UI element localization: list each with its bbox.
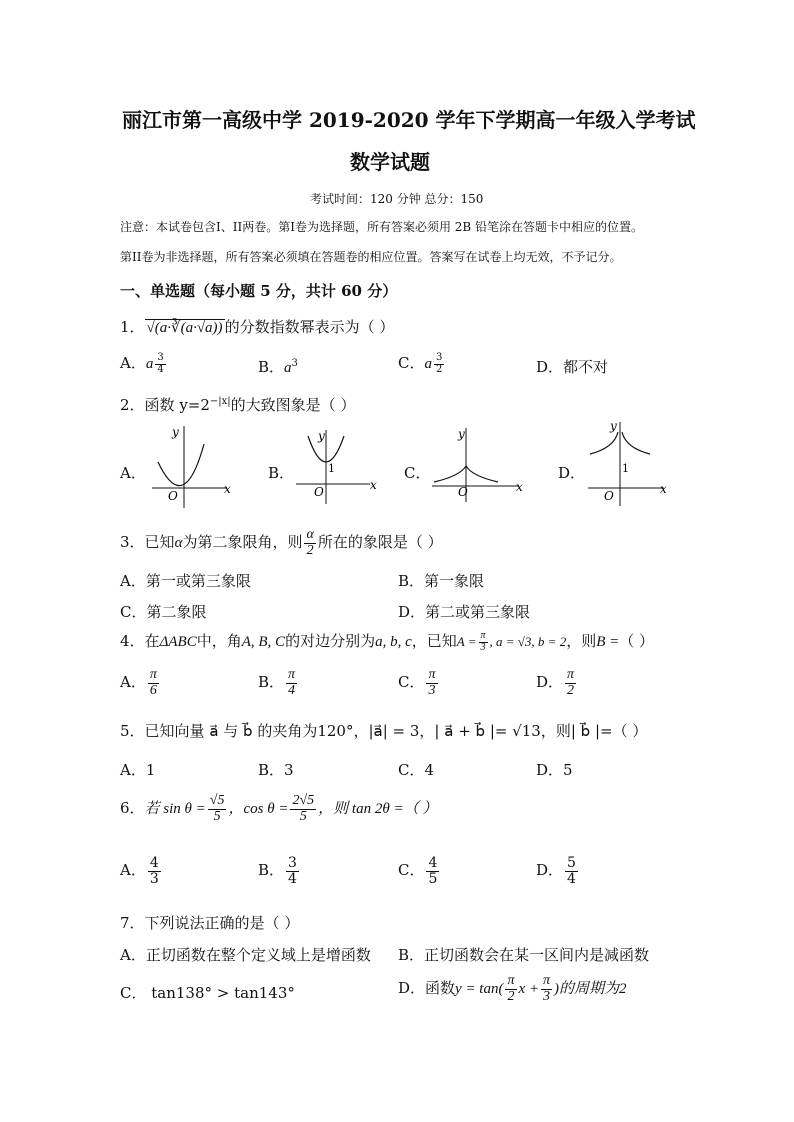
period-text: )的周期为2 — [554, 981, 627, 998]
option-fraction: $\frac{4}{5}$ — [428, 855, 438, 887]
option-c — [398, 352, 446, 375]
question-text-2: 的大致图象是（ ） — [230, 396, 356, 414]
x-term: x + — [518, 981, 540, 998]
question-text-3: 所在的象限是（ ） — [317, 533, 443, 552]
question-text: 已知向量 a⃗ 与 b⃗ 的夹角为120°，|a⃗| = 3，| a⃗ + b⃗ |= √13，则| b⃗ |=（ ） — [144, 722, 648, 740]
exponent: −|x| — [209, 396, 231, 407]
option-a — [120, 352, 168, 375]
axis-y-label: y — [458, 427, 465, 441]
graph-c-label: C． — [404, 464, 431, 482]
question-7 — [120, 912, 299, 933]
question-text-2: 为第二象限角，则 — [182, 533, 303, 552]
graph-b — [292, 428, 382, 508]
asked-angle: B = — [596, 634, 620, 650]
option-base: a — [284, 360, 292, 376]
question-text-2: 中，角 — [196, 632, 242, 650]
question-text: 的分数指数幂表示为（ ） — [224, 318, 395, 336]
q6-option-a: A． $\frac{4}{3}$ — [120, 855, 159, 887]
sin-expression: 若 sin θ = — [144, 801, 206, 818]
question-number: 7． — [120, 914, 145, 932]
question-5 — [120, 720, 647, 741]
option-label: D．函数 — [398, 979, 456, 998]
q6-option-c: C． $\frac{4}{5}$ — [398, 855, 438, 887]
origin-label: O — [314, 485, 324, 499]
cos-expression: ，cos θ = — [228, 801, 289, 818]
angle-symbols: A, B, C — [241, 634, 286, 650]
option-fraction: $\frac{\pi}{2}$ — [567, 667, 575, 698]
exam-subtitle: 数学试题 — [350, 150, 430, 174]
option-base: a — [145, 356, 154, 372]
q6-option-b: B． $\frac{3}{4}$ — [258, 855, 297, 887]
q3-option-d: D．第二或第三象限 — [398, 603, 531, 621]
question-text: 已知 — [144, 533, 175, 552]
axis-y-label: y — [318, 429, 325, 443]
option-b — [258, 356, 298, 377]
option-base: a — [424, 356, 432, 372]
given-sides: , a = √3, b = 2 — [489, 634, 567, 649]
option-label: A． — [120, 354, 146, 372]
q3-option-a: A．第一或第三象限 — [120, 572, 251, 590]
axis-x-label: x — [516, 480, 523, 494]
question-text: 函数 y=2 — [144, 396, 210, 414]
q4-option-c: C． $\frac{\pi}{3}$ — [398, 667, 436, 698]
q7-option-c: C． tan138° > tan143° — [120, 984, 295, 1002]
q4-option-d: D． $\frac{\pi}{2}$ — [536, 667, 575, 698]
phase-fraction: $\frac{\pi}{3}$ — [543, 973, 551, 1004]
question-2 — [120, 394, 355, 415]
exam-note-1: 注意：本试卷包含I、II两卷。第I卷为选择题，所有答案必须用 2B 铅笔涂在答题卡中相应的位置。 — [120, 220, 644, 234]
option-d: D．都不对 — [536, 358, 609, 376]
question-text: 下列说法正确的是（ ） — [144, 914, 300, 932]
graph-d-label: D． — [558, 464, 586, 482]
question-number: 6． — [120, 799, 145, 818]
graph-b-label: B． — [268, 464, 295, 482]
tan-function: y = tan( — [455, 981, 504, 998]
q4-option-a: A． $\frac{\pi}{6}$ — [120, 667, 157, 698]
question-number: 4． — [120, 632, 145, 650]
q3-option-c: C．第二象限 — [120, 603, 207, 621]
axis-x-label: x — [224, 482, 231, 496]
option-fraction: $\frac{\pi}{4}$ — [288, 667, 296, 698]
q7-option-d — [398, 974, 627, 1004]
q5-option-b: B．3 — [258, 761, 294, 779]
triangle-symbol: ΔABC — [159, 634, 197, 650]
q7-option-b: B．正切函数会在某一区间内是减函数 — [398, 946, 650, 964]
question-4 — [120, 630, 654, 653]
axis-y-label: y — [172, 425, 179, 439]
q5-option-c: C．4 — [398, 761, 435, 779]
question-6 — [120, 794, 437, 824]
question-number: 3． — [120, 533, 145, 552]
cos-fraction: $\frac{2√5}{5}$ — [292, 793, 315, 824]
option-fraction: $\frac{3}{4}$ — [288, 855, 297, 887]
axis-x-label: x — [660, 482, 667, 496]
fraction-alpha-half: $\frac{\alpha}{2}$ — [306, 527, 314, 558]
exam-note-2: 第II卷为非选择题，所有答案必须填在答题卷的相应位置。答案写在试卷上均无效，不予记分。 — [120, 250, 622, 264]
q3-option-b: B．第一象限 — [398, 572, 485, 590]
graph-a-label: A． — [120, 464, 146, 482]
tan-expression: ，则 tan 2θ =（ ） — [318, 801, 438, 818]
alpha-symbol: α — [174, 535, 183, 552]
section-title: 一、单选题（每小题 5 分，共计 60 分） — [120, 282, 398, 300]
question-text-3: 的对边分别为 — [285, 632, 376, 650]
one-label: 1 — [622, 462, 629, 475]
axis-y-label: y — [610, 419, 617, 433]
graph-d — [584, 418, 684, 508]
one-label: 1 — [328, 462, 335, 475]
graph-c — [430, 424, 530, 504]
given-fraction: $\frac{\pi}{3}$ — [480, 630, 486, 653]
q6-option-d: D． $\frac{5}{4}$ — [536, 855, 576, 887]
question-text-5: ，则 — [566, 632, 597, 650]
question-text-6: （ ） — [619, 632, 655, 650]
q7-option-a: A．正切函数在整个定义域上是增函数 — [120, 946, 371, 964]
coefficient-fraction: $\frac{\pi}{2}$ — [507, 973, 515, 1004]
q5-option-d: D．5 — [536, 761, 573, 779]
option-exponent: $\frac{3}{4}$ — [157, 352, 164, 375]
graph-a — [148, 422, 248, 512]
origin-label: O — [458, 485, 468, 499]
option-label: B． — [258, 358, 285, 376]
question-number: 2． — [120, 396, 145, 414]
option-fraction: $\frac{5}{4}$ — [567, 855, 576, 887]
side-symbols: a, b, c — [375, 634, 412, 650]
option-fraction: $\frac{\pi}{3}$ — [428, 667, 436, 698]
option-exponent: 3 — [291, 358, 298, 369]
exam-title: 丽江市第一高级中学 2019-2020 学年下学期高一年级入学考试 — [122, 108, 696, 132]
axis-x-label: x — [370, 478, 377, 492]
origin-label: O — [168, 489, 178, 503]
origin-label: O — [604, 489, 614, 503]
option-fraction: $\frac{4}{3}$ — [149, 855, 159, 887]
sin-fraction: $\frac{√5}{5}$ — [209, 793, 225, 824]
question-number: 1． — [120, 318, 145, 336]
question-number: 5． — [120, 722, 145, 740]
q5-option-a: A．1 — [120, 761, 156, 779]
question-text: 在 — [144, 632, 160, 650]
question-text-4: ，已知 — [411, 632, 457, 650]
exam-meta: 考试时间：120 分钟 总分：150 — [310, 192, 484, 206]
option-label: C． — [398, 354, 425, 372]
option-fraction: $\frac{\pi}{6}$ — [149, 667, 157, 698]
option-exponent: $\frac{3}{2}$ — [435, 352, 443, 375]
question-3 — [120, 528, 443, 558]
q4-option-b: B． $\frac{\pi}{4}$ — [258, 667, 296, 698]
radical-expression: √(a·∛(a·√a)) — [146, 320, 223, 336]
question-1 — [120, 316, 394, 337]
given-angle: A = — [456, 634, 477, 649]
